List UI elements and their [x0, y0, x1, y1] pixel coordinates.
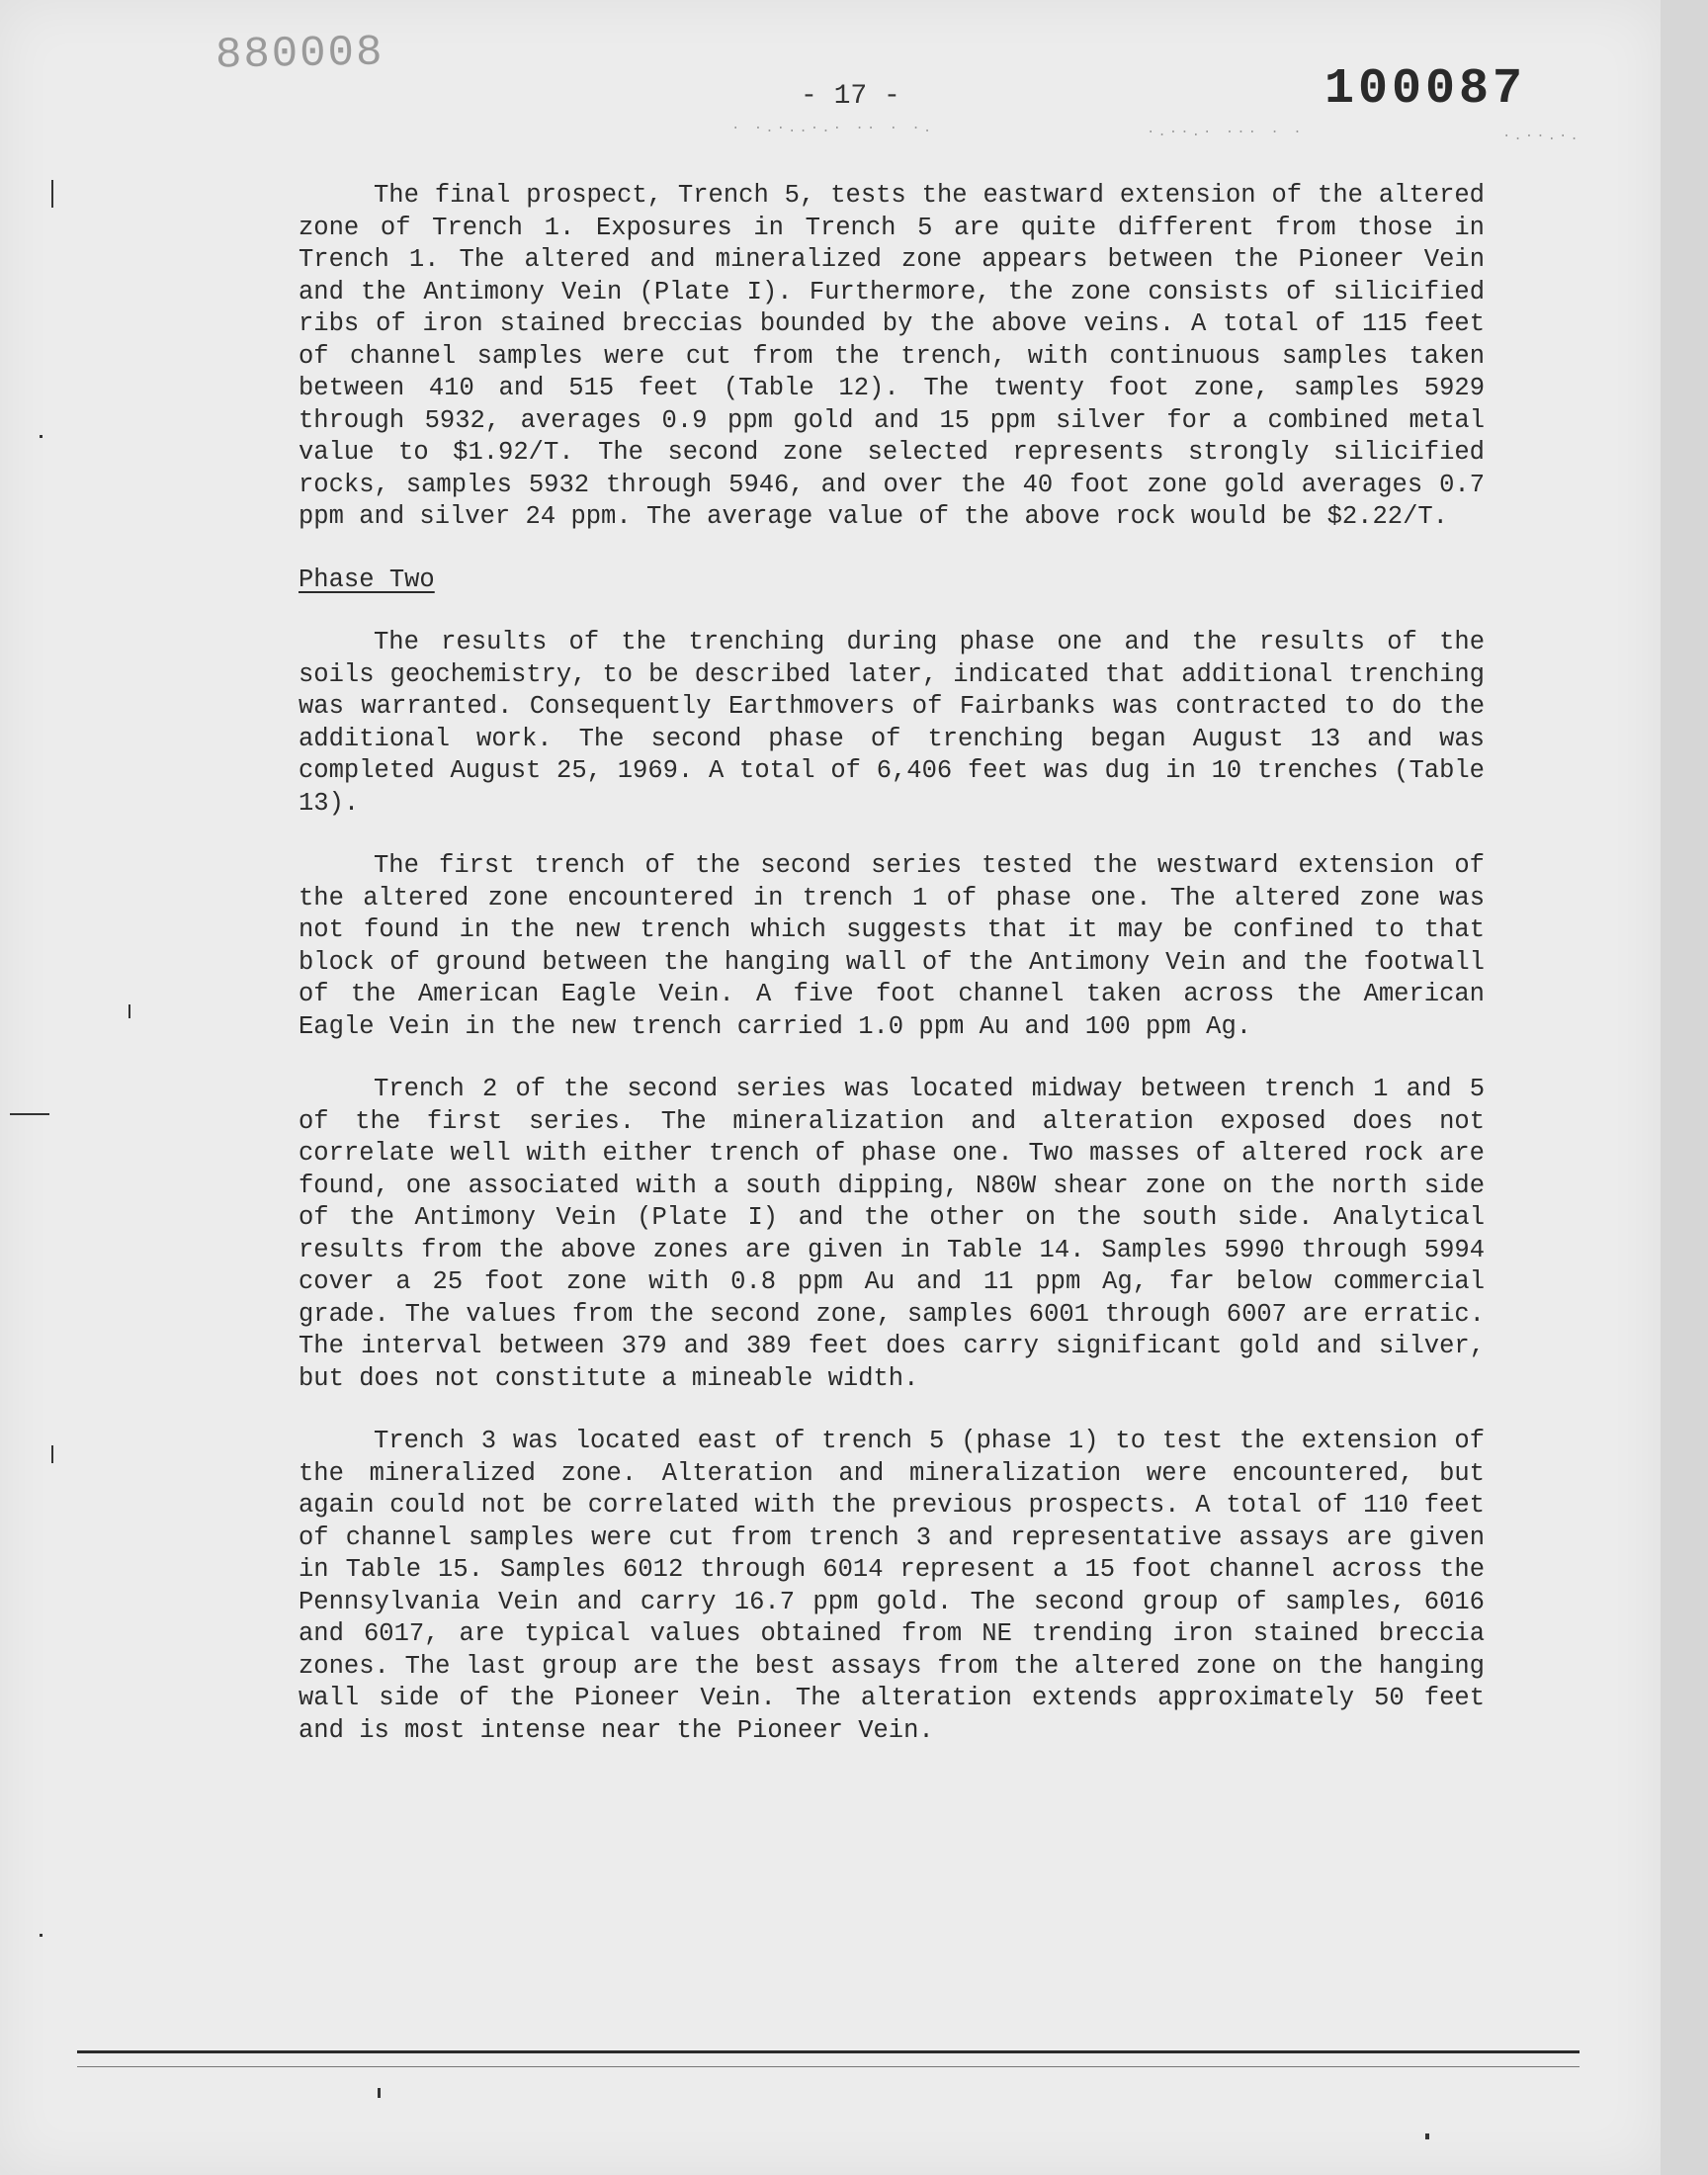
document-stamp-left: 880008 [214, 28, 384, 81]
scan-edge-mark [40, 1934, 43, 1937]
body-paragraph: Trench 3 was located east of trench 5 (phase 1) to test the extension of the mineralized zone. Alteration and mineralization were encountered, but again could not be correlated with the previous prospects. A total of 110 feet of channel samples were cut from trench 3 and representative assays are given in Table 15. Samples 6012 through 6014 represent a 15 foot channel across the Pennsylvania Vein and carry 16.7 ppm gold. The second group of samples, 6016 and 6017, are typical values obtained from NE trending iron stained breccia zones. The last group are the best assays from the altered zone on the hanging wall side of the Pioneer Vein. The alteration extends approximately 50 feet and is most intense near the Pioneer Vein. [299, 1427, 1485, 1745]
scan-edge-mark [10, 1113, 49, 1115]
scan-edge-mark [51, 180, 53, 208]
scan-edge-mark [51, 1445, 53, 1463]
footer-rule-thin [77, 2066, 1580, 2067]
footer-rule [77, 2050, 1580, 2053]
scan-noise: ·.··.·. [1502, 129, 1581, 144]
scan-edge-mark [1425, 2133, 1429, 2139]
scan-edge-mark [40, 435, 43, 438]
scan-edge-mark [378, 2088, 381, 2098]
body-paragraph: The results of the trenching during phase one and the results of the soils geochemistry, to be described later, indicated that additional trenching was warranted. Consequently Earthmovers of Fairbanks was contracted to do the additional work. The second phase of trenching began August 13 and was completed August 25, 1969. A total of 6,406 feet was dug in 10 trenches (Table 13). [299, 628, 1485, 818]
document-stamp-right: 100087 [1324, 61, 1527, 118]
page-number: - 17 - [801, 81, 900, 112]
scan-noise: · ·.·..·.· ·· · ·. [731, 121, 935, 136]
document-body [299, 180, 1485, 1778]
scan-noise: ·.··.· ··· · · [1147, 125, 1305, 140]
body-paragraph: The final prospect, Trench 5, tests the eastward extension of the altered zone of Trench 1. Exposures in Trench 5 are quite different from those in Trench 1. The altered and mineralized zone appears between the Pioneer Vein and the Antimony Vein (Plate I). Furthermore, the zone consists of silicified ribs of iron stained breccias bounded by the above veins. A total of 115 feet of channel samples were cut from the trench, with continuous samples taken between 410 and 515 feet (Table 12). The twenty foot zone, samples 5929 through 5932, averages 0.9 ppm gold and 15 ppm silver for a combined metal value to $1.92/T. The second zone selected represents strongly silicified rocks, samples 5932 through 5946, and over the 40 foot zone gold averages 0.7 ppm and silver 24 ppm. The average value of the above rock would be $2.22/T. [299, 181, 1485, 531]
section-heading: Phase Two [299, 565, 435, 594]
scan-edge-mark [128, 1004, 130, 1018]
body-paragraph: Trench 2 of the second series was located midway between trench 1 and 5 of the first series. The mineralization and alteration exposed does not correlate well with either trench of phase one. Two masses of altered rock are found, one associated with a south dipping, N80W shear zone on the north side of the Antimony Vein (Plate I) and the other on the south side. Analytical results from the above zones are given in Table 14. Samples 5990 through 5994 cover a 25 foot zone with 0.8 ppm Au and 11 ppm Ag, far below commercial grade. The values from the second zone, samples 6001 through 6007 are erratic. The interval between 379 and 389 feet does carry significant gold and silver, but does not constitute a mineable width. [299, 1075, 1485, 1393]
body-paragraph: The first trench of the second series tested the westward extension of the altered zone encountered in trench 1 of phase one. The altered zone was not found in the new trench which suggests that it may be confined to that block of ground between the hanging wall of the Antimony Vein and the footwall of the American Eagle Vein. A five foot channel taken across the American Eagle Vein in the new trench carried 1.0 ppm Au and 100 ppm Ag. [299, 851, 1485, 1041]
